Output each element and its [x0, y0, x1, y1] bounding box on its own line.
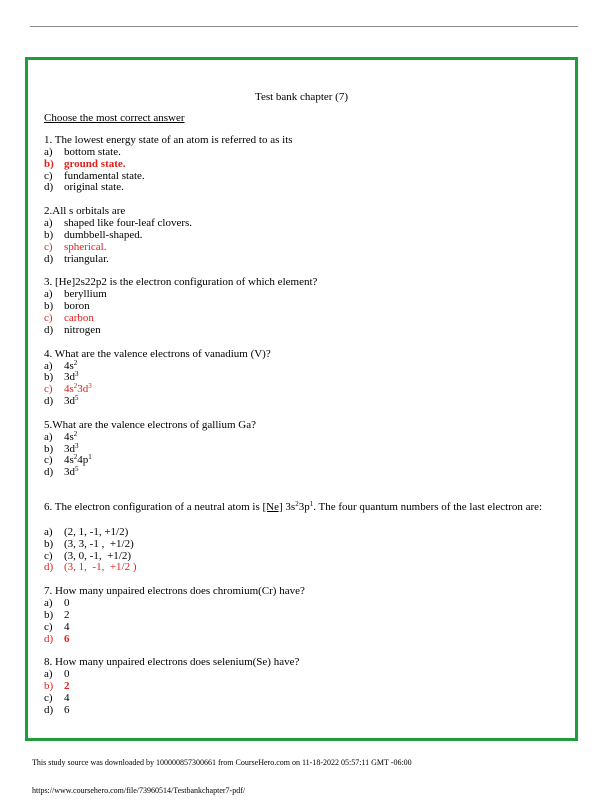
option-letter: b) — [44, 157, 54, 170]
option-letter: c) — [44, 383, 53, 396]
exponent: 5 — [75, 393, 79, 402]
option-letter: b) — [44, 371, 54, 384]
option-letter: a) — [44, 525, 53, 538]
option-letter: c) — [44, 549, 53, 562]
option-list — [44, 147, 564, 194]
option-letter: d) — [44, 181, 54, 194]
option-label — [64, 393, 79, 408]
option-letter: d) — [44, 632, 54, 645]
option-label: fundamental state. — [64, 169, 145, 182]
orbital: 3p — [298, 500, 310, 513]
option-label: (3, 3, -1 , +1/2) — [64, 537, 134, 550]
option-list — [44, 289, 564, 336]
option-a — [44, 429, 564, 444]
option-b — [44, 230, 564, 242]
option-d-correct — [44, 562, 564, 574]
page-frame — [25, 57, 578, 741]
option-label: original state. — [64, 181, 124, 194]
page-title: Test bank chapter (7) — [255, 91, 348, 103]
question-text: 1. The lowest energy state of an atom is referred to as its — [44, 134, 293, 146]
option-label: 0 — [64, 597, 70, 610]
orbital: 4s — [64, 383, 74, 396]
exponent: 2 — [73, 382, 78, 391]
option-list — [44, 358, 564, 408]
option-label: dumbbell-shaped. — [64, 228, 143, 241]
question-3 — [44, 276, 564, 336]
orbital: 4p — [77, 454, 89, 467]
option-c — [44, 622, 564, 634]
exponent: 3 — [75, 370, 79, 379]
question-8 — [44, 656, 564, 716]
option-b — [44, 610, 564, 622]
download-source-note: This study source was downloaded by 100000857300661 from CourseHero.com on 11-18-2022 05:57:11 GMT -06:00 — [32, 758, 412, 767]
exponent: 2 — [73, 429, 78, 438]
orbital: 4s — [64, 454, 74, 467]
option-d-correct — [44, 634, 564, 646]
option-letter: b) — [44, 442, 54, 455]
option-letter: b) — [44, 300, 54, 313]
exponent: 3 — [88, 382, 92, 391]
option-label: 6 — [64, 703, 70, 716]
option-label: 2 — [64, 680, 70, 693]
option-letter: c) — [44, 620, 53, 633]
option-letter: d) — [44, 703, 54, 716]
question-text: 2.All s orbitals are — [44, 205, 126, 218]
option-letter: b) — [44, 537, 54, 550]
option-letter: d) — [44, 252, 54, 265]
option-label: (2, 1, -1, +1/2) — [64, 525, 129, 538]
option-letter: b) — [44, 680, 54, 693]
noble-gas-core: [Ne] — [262, 500, 283, 513]
option-letter: b) — [44, 228, 54, 241]
option-d — [44, 467, 564, 479]
option-b — [44, 539, 564, 551]
option-letter: c) — [44, 169, 53, 182]
option-label: boron — [64, 300, 90, 313]
question-text — [44, 501, 564, 514]
option-d — [44, 393, 564, 408]
instruction-text: Choose the most correct answer — [44, 112, 185, 124]
option-label: beryllium — [64, 288, 107, 301]
option-c-correct — [44, 242, 564, 254]
option-letter: d) — [44, 466, 54, 479]
question-text-end: . The four quantum numbers of the last electron are: — [313, 500, 543, 513]
exponent: 2 — [295, 499, 299, 508]
option-d — [44, 182, 564, 194]
orbital: 3s — [285, 500, 296, 513]
option-a — [44, 358, 564, 373]
option-letter: a) — [44, 668, 53, 681]
option-d — [44, 254, 564, 266]
option-label: 4 — [64, 620, 70, 633]
option-label: (3, 1, -1, +1/2 ) — [64, 561, 137, 574]
option-letter: a) — [44, 288, 53, 301]
option-label: 4 — [64, 691, 70, 704]
question-5 — [44, 419, 564, 479]
top-divider — [30, 26, 578, 27]
source-url-link[interactable]: https://www.coursehero.com/file/73960514/Testbankchapter7-pdf/ — [32, 786, 246, 795]
option-letter: b) — [44, 608, 54, 621]
option-a — [44, 289, 564, 301]
option-b-correct — [44, 159, 564, 171]
question-4 — [44, 348, 564, 408]
question-1 — [44, 134, 564, 194]
option-label: carbon — [64, 311, 94, 324]
option-label: spherical. — [64, 240, 107, 253]
option-label: 6 — [64, 632, 70, 645]
orbital: 3d — [77, 383, 89, 396]
option-list — [44, 669, 564, 716]
question-text: 4. What are the valence electrons of vanadium (V)? — [44, 347, 271, 360]
option-letter: d) — [44, 394, 54, 407]
option-c-correct — [44, 313, 564, 325]
orbital: 3d — [64, 466, 75, 479]
option-c — [44, 693, 564, 705]
option-label: nitrogen — [64, 323, 101, 336]
option-label — [64, 467, 79, 479]
option-letter: a) — [44, 217, 53, 230]
question-text: 3. [He]2s22p2 is the electron configuration of which element? — [44, 276, 318, 289]
option-label: (3, 0, -1, +1/2) — [64, 549, 131, 562]
option-letter: a) — [44, 597, 53, 610]
option-letter: c) — [44, 691, 53, 704]
option-label: triangular. — [64, 252, 109, 265]
question-2 — [44, 205, 564, 265]
option-c-correct — [44, 384, 564, 396]
question-text: 8. How many unpaired electrons does selenium(Se) have? — [44, 656, 300, 669]
option-label: shaped like four-leaf clovers. — [64, 217, 193, 230]
option-letter: d) — [44, 561, 54, 574]
option-b — [44, 301, 564, 313]
option-list — [44, 429, 564, 479]
option-a — [44, 527, 564, 539]
question-text: 5.What are the valence electrons of gallium Ga? — [44, 418, 256, 431]
option-letter: d) — [44, 323, 54, 336]
orbital: 3d — [64, 394, 75, 407]
question-6 — [44, 501, 564, 574]
option-list — [44, 598, 564, 645]
question-text: 7. How many unpaired electrons does chromium(Cr) have? — [44, 585, 305, 598]
exponent: 2 — [73, 358, 78, 367]
exponent: 1 — [88, 453, 92, 462]
orbital: 4s — [64, 359, 74, 372]
exponent: 5 — [75, 465, 79, 474]
option-letter: c) — [44, 454, 53, 467]
option-letter: c) — [44, 240, 53, 253]
option-letter: a) — [44, 146, 53, 158]
option-label: bottom state. — [64, 146, 121, 158]
exponent: 1 — [309, 499, 314, 508]
option-a — [44, 669, 564, 681]
orbital: 3d — [64, 442, 75, 455]
option-d — [44, 325, 564, 337]
option-b — [44, 441, 564, 456]
question-list — [44, 134, 564, 717]
option-a — [44, 598, 564, 610]
option-d — [44, 705, 564, 717]
option-list — [44, 218, 564, 265]
option-b-correct — [44, 681, 564, 693]
option-c — [44, 455, 564, 467]
orbital: 4s — [64, 430, 74, 443]
option-letter: a) — [44, 359, 53, 372]
option-letter: c) — [44, 311, 53, 324]
option-letter: a) — [44, 430, 53, 443]
exponent: 2 — [73, 453, 78, 462]
option-list — [44, 527, 564, 574]
option-label: 0 — [64, 668, 70, 681]
question-text-start: 6. The electron configuration of a neutral atom is — [44, 500, 260, 513]
option-b — [44, 372, 564, 384]
exponent: 3 — [75, 441, 79, 450]
orbital: 3d — [64, 371, 75, 384]
question-7 — [44, 585, 564, 645]
option-label: ground state. — [64, 157, 126, 170]
option-label: 2 — [64, 608, 70, 621]
